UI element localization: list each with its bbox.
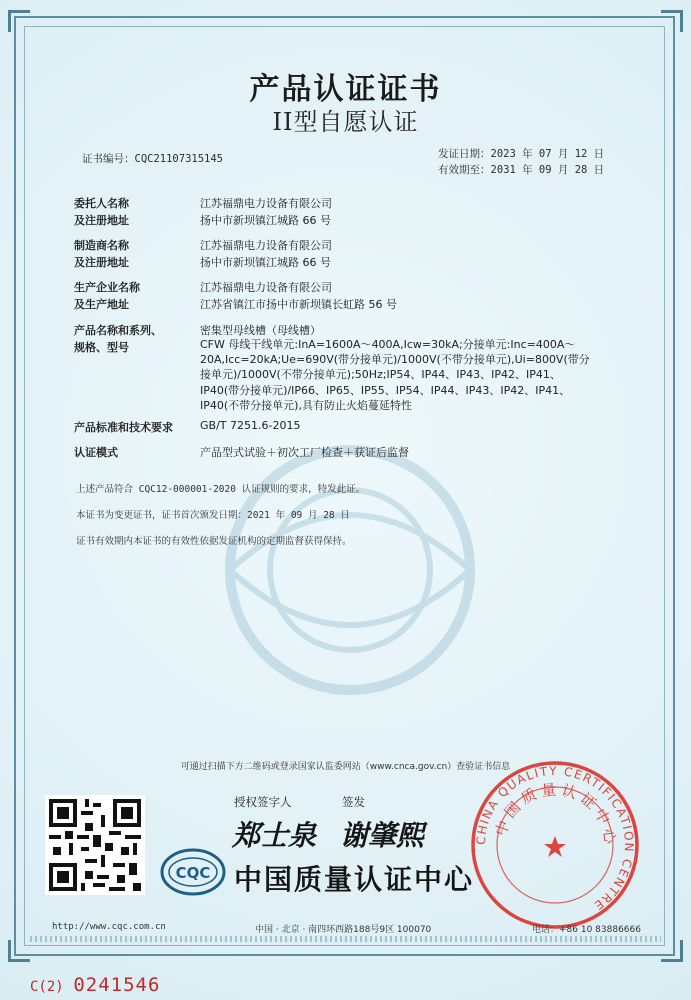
field-label: 及注册地址 xyxy=(74,256,129,269)
field-value: 江苏福鼎电力设备有限公司 xyxy=(200,281,332,294)
cqc-watermark-icon xyxy=(190,430,510,710)
footer-website-link[interactable]: http://www.cqc.com.cn xyxy=(52,922,166,932)
field-label: 制造商名称 xyxy=(74,239,129,252)
field-value: GB/T 7251.6-2015 xyxy=(200,419,301,432)
issuer-label: 签发 xyxy=(342,795,365,809)
certificate-subtitle: II型自愿认证 xyxy=(272,108,419,136)
field-value: 密集型母线槽（母线槽） xyxy=(200,324,321,337)
field-label: 产品标准和技术要求 xyxy=(74,421,173,434)
corner-ornament xyxy=(661,10,683,32)
footer-telephone: 电话：+86 10 83886666 xyxy=(532,925,641,935)
field-value: 江苏福鼎电力设备有限公司 xyxy=(200,239,332,252)
issuer-signature: 谢肇熙 xyxy=(340,819,425,852)
footer-address: 中国 · 北京 · 南四环西路188号9区 100070 xyxy=(255,925,432,935)
verification-note: 可通过扫描下方二维码或登录国家认监委网站（www.cnca.gov.cn）查验证书信息 xyxy=(180,762,511,772)
corner-ornament xyxy=(661,940,683,962)
field-label: 认证模式 xyxy=(74,446,118,459)
cqc-logo-icon xyxy=(160,847,226,897)
authorized-signatory-label: 授权签字人 xyxy=(234,795,292,809)
statement-text: 本证书为变更证书，证书首次颁发日期：2021 年 09 月 28 日 xyxy=(76,510,350,521)
qr-code-icon[interactable] xyxy=(45,795,145,895)
field-value: 江苏福鼎电力设备有限公司 xyxy=(200,197,332,210)
certificate-number: 证书编号：CQC21107315145 xyxy=(82,153,224,165)
organization-name: 中国质量认证中心 xyxy=(234,863,475,896)
field-value: 扬中市新坝镇江城路 66 号 xyxy=(200,214,331,227)
seal-chinese-text: 中国质量认证中心 xyxy=(491,780,620,849)
official-seal-icon xyxy=(470,760,640,930)
seal-english-text: CHINA QUALITY CERTIFICATION CENTRE xyxy=(473,763,637,914)
issue-date: 发证日期：2023 年 07 月 12 日 xyxy=(438,148,605,160)
field-value: 产品型式试验＋初次工厂检查＋获证后监督 xyxy=(200,446,409,459)
statement-text: 证书有效期内本证书的有效性依据发证机构的定期监督获得保持。 xyxy=(76,536,352,547)
field-value-specification: CFW 母线干线单元:InA=1600A～400A,Icw=30kA;分接单元:Inc=400A～20A,Icc=20kA;Ue=690V(带分接单元)/1000V(不带分接单元),Ui=800V(带分接单元)/1000V(不带分接单元);50Hz;IP54、IP44、IP43、IP42、IP41、IP40(带分接单元)/IP66、IP65、IP55、IP54、IP44、IP43、IP42、IP41、IP40(不带分接单元),具有防止火焰蔓延特性 xyxy=(200,338,590,412)
authorized-signature: 郑士泉 xyxy=(232,819,317,852)
field-label: 生产企业名称 xyxy=(74,281,140,294)
expiry-date: 有效期至：2031 年 09 月 28 日 xyxy=(438,164,605,176)
field-value: 江苏省镇江市扬中市新坝镇长虹路 56 号 xyxy=(200,298,397,311)
serial-prefix: C(2) xyxy=(30,979,64,995)
field-value: 扬中市新坝镇江城路 66 号 xyxy=(200,256,331,269)
field-label: 及注册地址 xyxy=(74,214,129,227)
serial-number-value: 0241546 xyxy=(73,974,161,996)
statement-text: 上述产品符合 CQC12-000001-2020 认证规则的要求，特发此证。 xyxy=(76,484,366,495)
certificate-title: 产品认证证书 xyxy=(249,72,442,107)
serial-number xyxy=(30,974,160,996)
cqc-logo-text: CQC xyxy=(175,864,211,882)
corner-ornament xyxy=(8,10,30,32)
footer-divider xyxy=(30,936,661,942)
field-label: 及生产地址 xyxy=(74,298,129,311)
field-label: 规格、型号 xyxy=(74,341,129,354)
field-label: 产品名称和系列、 xyxy=(74,324,162,337)
corner-ornament xyxy=(8,940,30,962)
field-label: 委托人名称 xyxy=(74,197,129,210)
